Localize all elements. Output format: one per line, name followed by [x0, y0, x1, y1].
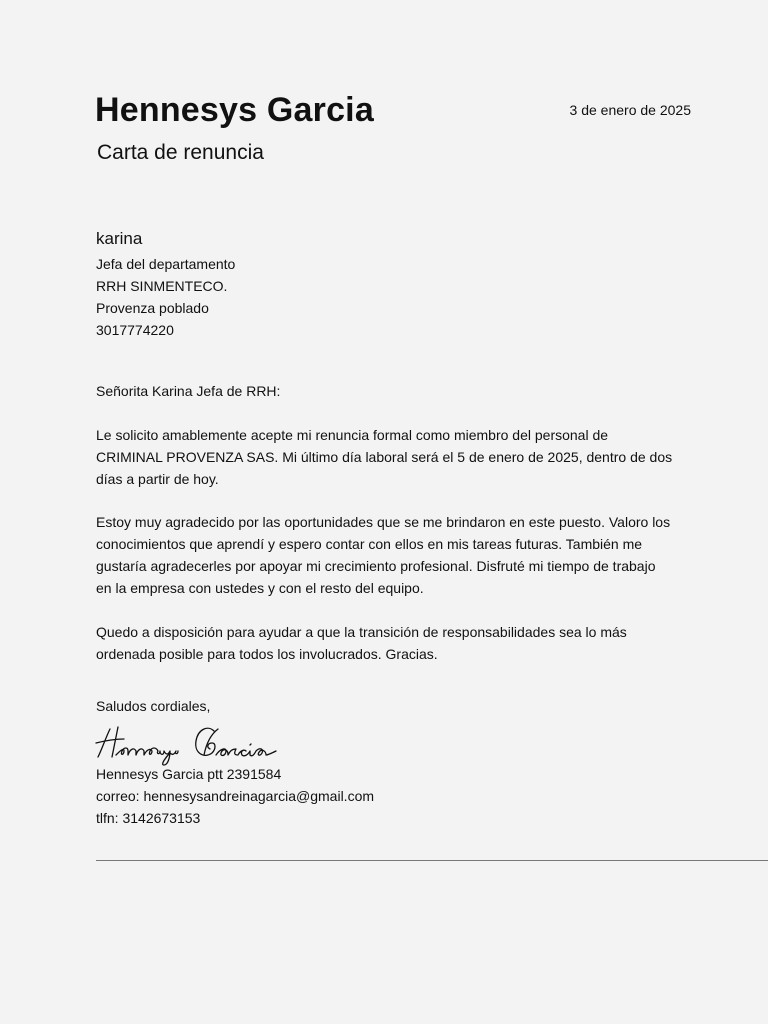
handwritten-signature [94, 721, 294, 767]
document-title: Carta de renuncia [97, 141, 264, 164]
recipient-location: Provenza poblado [96, 300, 209, 316]
recipient-phone: 3017774220 [96, 322, 174, 338]
signer-block [96, 763, 374, 829]
paragraph-line: ordenada posible para todos los involucrados. Gracias. [96, 646, 438, 662]
recipient-name: karina [96, 229, 143, 248]
letter-date: 3 de enero de 2025 [569, 102, 691, 118]
signer-email: correo: hennesysandreinagarcia@gmail.com [96, 788, 375, 804]
paragraph-line: Le solicito amablemente acepte mi renuncia formal como miembro del personal de [96, 427, 609, 443]
paragraph-line: en la empresa con ustedes y con el resto del equipo. [96, 580, 424, 596]
footer-divider [96, 860, 768, 861]
paragraph-line: conocimientos que aprendí y espero contar con ellos en mis tareas futuras. También me [96, 536, 643, 552]
paragraph-line: CRIMINAL PROVENZA SAS. Mi último día laboral será el 5 de enero de 2025, dentro de dos [96, 449, 673, 465]
signer-name: Hennesys Garcia ptt 2391584 [96, 766, 282, 782]
letter-closing: Saludos cordiales, [96, 698, 211, 714]
letter-salutation: Señorita Karina Jefa de RRH: [96, 383, 281, 399]
signer-phone: tlfn: 3142673153 [96, 810, 201, 826]
paragraph-line: gustaría agradecerles por apoyar mi crecimiento profesional. Disfruté mi tiempo de trabajo [96, 558, 656, 574]
letter-paragraph-2 [96, 511, 716, 599]
recipient-company: RRH SINMENTECO. [96, 278, 228, 294]
paragraph-line: Estoy muy agradecido por las oportunidades que se me brindaron en este puesto. Valoro los [96, 514, 671, 530]
letter-paragraph-3 [96, 621, 716, 665]
recipient-block [96, 227, 235, 341]
paragraph-line: Quedo a disposición para ayudar a que la transición de responsabilidades sea lo más [96, 624, 627, 640]
recipient-position: Jefa del departamento [96, 256, 236, 272]
sender-name: Hennesys Garcia [95, 91, 374, 129]
paragraph-line: días a partir de hoy. [96, 471, 219, 487]
letter-paragraph-1 [96, 424, 716, 490]
